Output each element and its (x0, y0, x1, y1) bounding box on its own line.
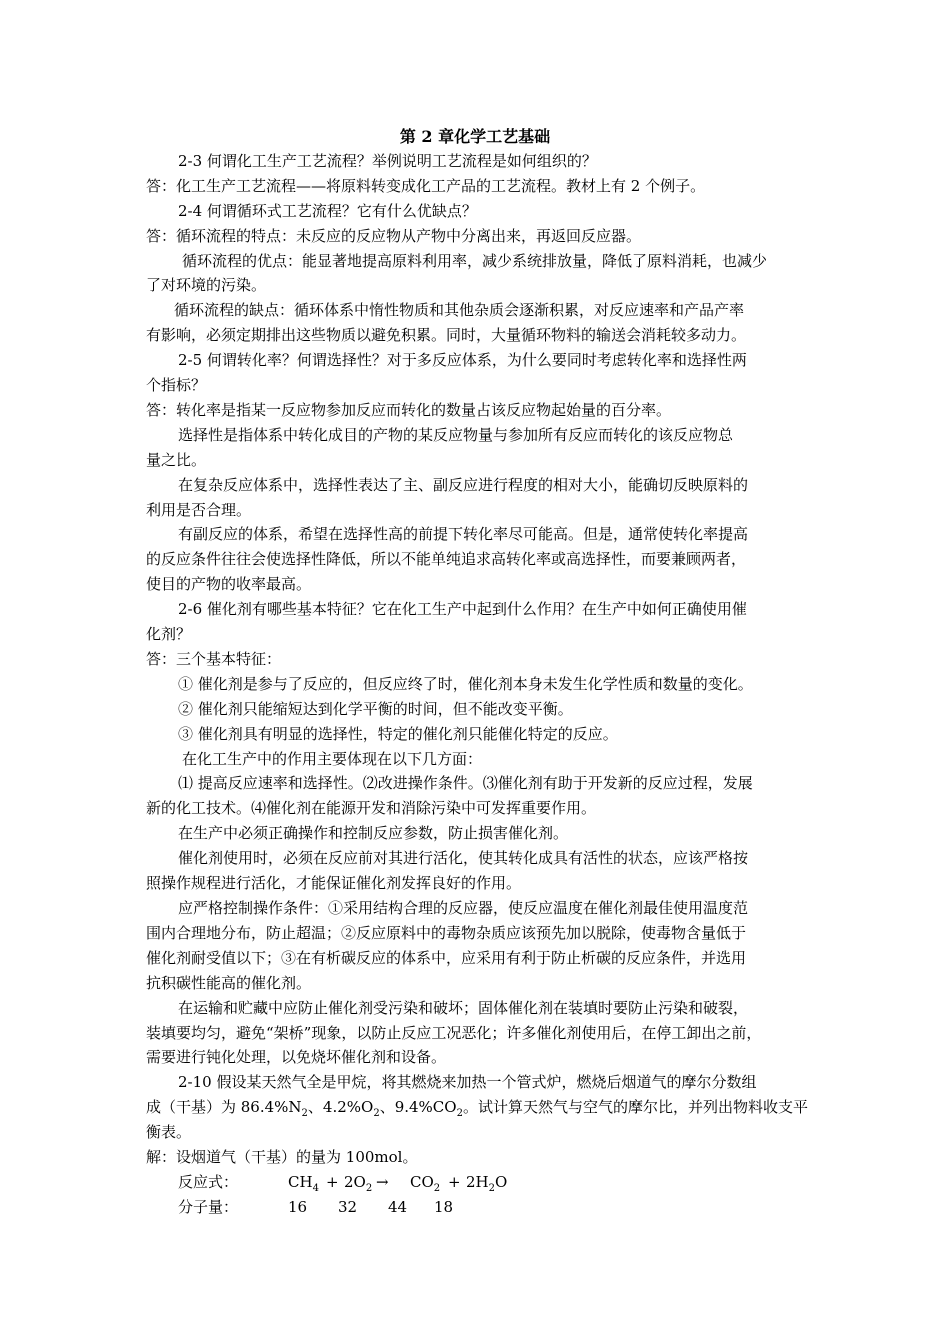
paragraph-line: 在生产中必须正确操作和控制反应参数，防止损害催化剂。 (178, 824, 569, 842)
co2-subscript: 2 (456, 1108, 463, 1119)
o2-reaction-subscript: 2 (365, 1183, 373, 1194)
paragraph-line: 新的化工技术。⑷催化剂在能源开发和消除污染中可发挥重要作用。 (146, 799, 597, 817)
molar-mass-o2: 32 (338, 1198, 358, 1216)
paragraph-line: ⑴ 提高反应速率和选择性。⑵改进操作条件。⑶催化剂有助于开发新的反应过程，发展 (178, 774, 753, 792)
paragraph-line: 装填要均匀，避免“架桥”现象，以防止反应工况恶化；许多催化剂使用后，在停工卸出之前， (146, 1024, 762, 1042)
answer-2-6: 答：三个基本特征： (146, 650, 282, 668)
ch4-subscript: 4 (312, 1183, 319, 1194)
reaction-label: 反应式： (178, 1173, 239, 1191)
paragraph-line: 的反应条件往往会使选择性降低，所以不能单纯追求高转化率或高选择性，而要兼顾两者， (146, 550, 747, 568)
co2-text: CO (410, 1173, 434, 1191)
paragraph-line: 使目的产物的收率最高。 (146, 575, 312, 593)
paragraph-line: 应严格控制操作条件：①采用结构合理的反应器，使反应温度在催化剂最佳使用温度范 (178, 899, 749, 917)
answer-2-3: 答：化工生产工艺流程——将原料转变成化工产品的工艺流程。教材上有 2 个例子。 (146, 177, 706, 195)
paragraph-line: 在运输和贮藏中应防止催化剂受污染和破坏；固体催化剂在装填时要防止污染和破裂， (178, 999, 749, 1017)
paragraph-line: 抗积碳性能高的催化剂。 (146, 974, 312, 992)
paragraph-line: 利用是否合理。 (146, 501, 252, 519)
paragraph-line: 催化剂耐受值以下；③在有析碳反应的体系中，应采用有利于防止析碳的反应条件，并选用 (146, 949, 747, 967)
o2-text: 2O (344, 1173, 366, 1191)
molar-mass-row (0, 1196, 950, 1218)
reaction-row (0, 1171, 950, 1193)
solution-line: 解：设烟道气（干基）的量为 100mol。 (146, 1148, 418, 1166)
product-co2 (410, 1171, 440, 1193)
question-2-10: 2-10 假设某天然气全是甲烷，将其燃烧来加热一个管式炉，燃烧后烟道气的摩尔分数组 (178, 1073, 757, 1091)
ch4-text: CH (288, 1173, 313, 1191)
answer-2-4: 答：循环流程的特点：未反应的反应物从产物中分离出来，再返回反应器。 (146, 227, 642, 245)
question-2-3: 2-3 何谓化工生产工艺流程？举例说明工艺流程是如何组织的？ (178, 152, 597, 170)
reactant-ch4 (288, 1171, 319, 1193)
paragraph-line: 有影响，必须定期排出这些物质以避免积累。同时，大量循环物料的输送会消耗较多动力。 (146, 326, 747, 344)
feature-item-1: ① 催化剂是参与了反应的，但反应终了时，催化剂本身未发生化学性质和数量的变化。 (178, 675, 753, 693)
paragraph-line: 衡表。 (146, 1123, 192, 1141)
question-2-6: 2-6 催化剂有哪些基本特征？它在化工生产中起到什么作用？在生产中如何正确使用催 (178, 600, 747, 618)
paragraph-line: 催化剂使用时，必须在反应前对其进行活化，使其转化成具有活性的状态，应该严格按 (178, 849, 749, 867)
h2o-subscript: 2 (488, 1183, 495, 1194)
paragraph-line: 需要进行钝化处理，以免烧坏催化剂和设备。 (146, 1048, 447, 1066)
paragraph-line: 了对环境的污染。 (146, 276, 267, 294)
composition-mid-1: 、4.2%O (307, 1098, 374, 1116)
paragraph-line: 照操作规程进行活化，才能保证催化剂发挥良好的作用。 (146, 874, 522, 892)
molar-mass-ch4: 16 (288, 1198, 308, 1216)
o2-subscript: 2 (373, 1108, 380, 1119)
paragraph-line: 循环流程的缺点：循环体系中惰性物质和其他杂质会逐渐积累，对反应速率和产品产率 (174, 301, 745, 319)
reactant-o2 (344, 1171, 372, 1193)
question-2-5: 2-5 何谓转化率？何谓选择性？对于多反应体系，为什么要同时考虑转化率和选择性两 (178, 351, 747, 369)
molar-mass-h2o: 18 (434, 1198, 454, 1216)
chapter-title: 第 2 章化学工艺基础 (399, 127, 551, 146)
molar-mass-co2: 44 (388, 1198, 408, 1216)
paragraph-line: 在化工生产中的作用主要体现在以下几方面： (182, 750, 483, 768)
paragraph-line: 个指标？ (146, 376, 207, 394)
n2-subscript: 2 (301, 1108, 308, 1119)
paragraph-line: 化剂？ (146, 625, 192, 643)
paragraph-line: 选择性是指体系中转化成目的产物的某反应物量与参加所有反应而转化的该反应物总 (178, 426, 734, 444)
composition-mid-2: 、9.4%CO (379, 1098, 457, 1116)
answer-2-5: 答：转化率是指某一反应物参加反应而转化的数量占该反应物起始量的百分率。 (146, 401, 672, 419)
h2o-text-a: 2H (466, 1173, 489, 1191)
paragraph-line: 量之比。 (146, 451, 207, 469)
plus-sign-1: + (326, 1173, 339, 1191)
paragraph-line: 围内合理地分布，防止超温；②反应原料中的毒物杂质应该预先加以脱除，使毒物含量低于 (146, 924, 747, 942)
co2-reaction-subscript: 2 (433, 1183, 441, 1194)
molar-mass-label: 分子量： (178, 1198, 239, 1216)
composition-suffix: 。试计算天然气与空气的摩尔比，并列出物料收支平 (462, 1098, 808, 1116)
paragraph-line: 在复杂反应体系中，选择性表达了主、副反应进行程度的相对大小，能确切反映原料的 (178, 476, 749, 494)
reaction-arrow: → (376, 1173, 389, 1191)
question-2-4: 2-4 何谓循环式工艺流程？它有什么优缺点？ (178, 202, 477, 220)
paragraph-line: 循环流程的优点：能显著地提高原料利用率，减少系统排放量，降低了原料消耗，也减少 (182, 252, 768, 270)
feature-item-2: ② 催化剂只能缩短达到化学平衡的时间，但不能改变平衡。 (178, 700, 573, 718)
plus-sign-2: + (448, 1173, 461, 1191)
paragraph-line: 有副反应的体系，希望在选择性高的前提下转化率尽可能高。但是，通常使转化率提高 (178, 525, 749, 543)
composition-line (146, 1096, 808, 1118)
h2o-text-b: O (495, 1173, 508, 1191)
feature-item-3: ③ 催化剂具有明显的选择性，特定的催化剂只能催化特定的反应。 (178, 725, 618, 743)
product-h2o (466, 1171, 507, 1193)
composition-prefix: 成（干基）为 86.4%N (146, 1098, 302, 1116)
